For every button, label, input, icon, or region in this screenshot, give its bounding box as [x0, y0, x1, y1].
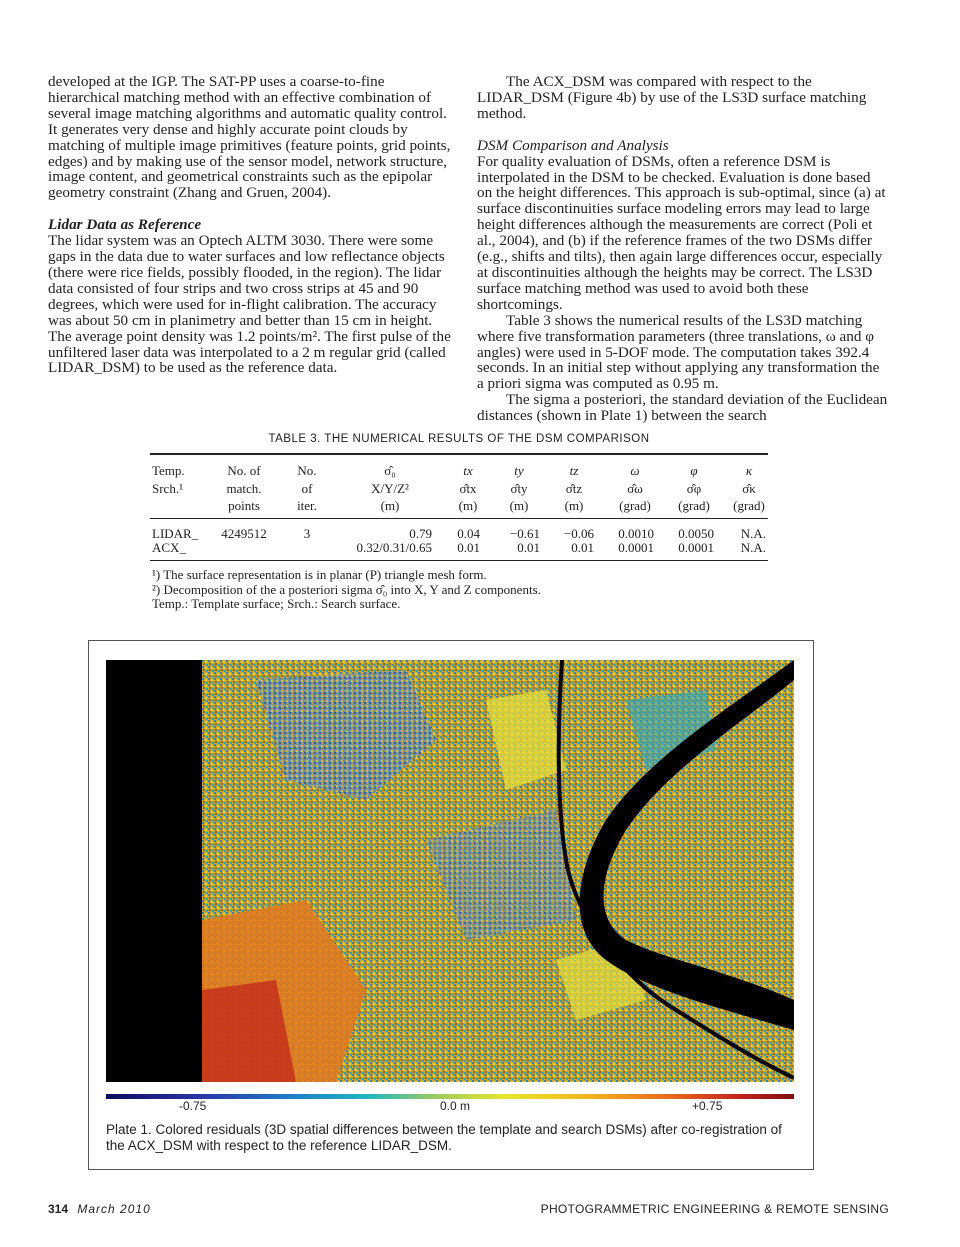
row2-ty: 0.01 [517, 540, 540, 555]
header-of: of [301, 481, 313, 496]
header-srch: Srch.¹ [152, 481, 183, 496]
header-no-of: No. of [227, 463, 261, 478]
right-paragraph-3: Table 3 shows the numerical results of the LS3D matching where five transformation parameters (three translations, ω and φ angles) were used in 5-DOF mode. The computation takes 392.4 seconds. In an initial step without applying any transformation the a priori sigma was computed as 0.95 m. [477, 311, 880, 393]
row1-iter: 3 [303, 526, 311, 541]
header-ty: ty [514, 463, 524, 478]
table-note-2: ²) Decomposition of the a posteriori sigma σ̂₀ into X, Y and Z components. [152, 581, 541, 597]
row1-phi: 0.0050 [678, 526, 714, 541]
plate-caption [106, 1122, 786, 1154]
header-omega: ω [630, 463, 640, 478]
section-heading-lidar: Lidar Data as Reference [48, 216, 202, 234]
header-tx-unit: (m) [458, 498, 478, 513]
header-no: No. [297, 463, 317, 478]
row1-tx: 0.04 [457, 526, 480, 541]
page-number: 314 [48, 1202, 69, 1216]
row2-kappa: N.A. [740, 540, 766, 555]
section-heading-dsm-comparison: DSM Comparison and Analysis [477, 136, 669, 154]
table-caption: TABLE 3. THE NUMERICAL RESULTS OF THE DSM COMPARISON [268, 433, 650, 445]
header-tz: tz [569, 463, 579, 478]
plate-caption-text: Plate 1. Colored residuals (3D spatial differences between the template and search DSMs) after co-registration of the ACX_DSM with respect to the reference LIDAR_DSM. [106, 1122, 782, 1153]
header-xyz: X/Y/Z² [371, 481, 409, 496]
row1-ty: −0.61 [509, 526, 540, 541]
header-sigma-phi: σ̂φ [686, 481, 702, 496]
header-tz-unit: (m) [564, 498, 584, 513]
table-note-1: ¹) The surface representation is in planar (P) triangle mesh form. [152, 567, 487, 582]
header-kappa: κ [745, 463, 753, 478]
footer-left [48, 1202, 151, 1216]
header-temp: Temp. [152, 463, 185, 478]
issue-date: March 2010 [77, 1202, 151, 1216]
row1-tz: −0.06 [563, 526, 594, 541]
header-omega-unit: (grad) [619, 498, 651, 513]
header-kappa-unit: (grad) [733, 498, 765, 513]
header-phi-unit: (grad) [678, 498, 710, 513]
journal-name: PHOTOGRAMMETRIC ENGINEERING & REMOTE SENSING [540, 1202, 889, 1216]
right-column [477, 74, 889, 424]
right-paragraph-4: The sigma a posteriori, the standard deviation of the Euclidean distances (shown in Plate 1) between the search [477, 391, 888, 425]
right-paragraph-1: The ACX_DSM was compared with respect to the LIDAR_DSM (Figure 4b) by use of the LS3D surface matching method. [477, 73, 867, 122]
header-sigma-kappa: σ̂κ [742, 481, 756, 496]
row1-omega: 0.0010 [618, 526, 654, 541]
header-sigma-omega: σ̂ω [627, 481, 643, 496]
row1-points: 4249512 [221, 526, 267, 541]
header-sigma0: σ̂₀ [384, 463, 396, 478]
header-sigma-ty: σ̂ty [510, 481, 528, 496]
table-note-3: Temp.: Template surface; Srch.: Search surface. [152, 596, 401, 611]
left-column [48, 74, 458, 376]
row1-kappa: N.A. [740, 526, 766, 541]
header-phi: φ [690, 463, 698, 478]
row2-tx: 0.01 [457, 540, 480, 555]
results-table [150, 462, 768, 562]
header-tx: tx [463, 463, 473, 478]
left-paragraph-2: The lidar system was an Optech ALTM 3030. There were some gaps in the data due to water surfaces and low reflectance objects (there were rice fields, possibly flooded, in the region). The lidar data consisted of four strips and two cross strips at 45 and 90 degrees, which were used for in-flight calibration. The accuracy was about 50 cm in planimetry and better than 15 cm in height. The average point density was 1.2 points/m². The first pulse of the unfiltered laser data was interpolated to a 2 m regular grid (called LIDAR_DSM) to be used as the reference data. [48, 232, 451, 377]
row1-sigma0: 0.79 [409, 526, 432, 541]
header-match: match. [226, 481, 262, 496]
header-sigma-tz: σ̂tz [565, 481, 583, 496]
row2-omega: 0.0001 [618, 540, 654, 555]
header-points: points [228, 498, 260, 513]
row2-srch: ACX_ [152, 540, 186, 555]
scale-max-label: +0.75 [692, 1099, 723, 1113]
header-iter: iter. [297, 498, 317, 513]
row2-sigma0: 0.32/0.31/0.65 [356, 540, 432, 555]
header-sigma0-unit: (m) [380, 498, 400, 513]
header-sigma-tx: σ̂tx [459, 481, 477, 496]
scale-min-label: -0.75 [179, 1099, 207, 1113]
row2-tz: 0.01 [571, 540, 594, 555]
row1-temp: LIDAR_ [152, 526, 199, 541]
residual-map-image [106, 660, 794, 1082]
table-top-rule [150, 453, 768, 455]
row2-phi: 0.0001 [678, 540, 714, 555]
left-paragraph-1: developed at the IGP. The SAT-PP uses a coarse-to-fine hierarchical matching method with an effective combination of several image matching algorithms and automatic quality control. It generates very dense and highly accurate point clouds by matching of multiple image primitives (feature points, grid points, edges) and by making use of the sensor model, network structure, image content, and geometrical constraints such as the epipolar geometry constraint (Zhang and Gruen, 2004). [48, 73, 451, 202]
scale-mid-label: 0.0 m [440, 1099, 471, 1113]
header-ty-unit: (m) [509, 498, 529, 513]
table-notes [152, 568, 541, 612]
right-paragraph-2: For quality evaluation of DSMs, often a reference DSM is interpolated in the DSM to be checked. Evaluation is done based on the height differences. This approach is sub-optimal, since (a) at surface discontinuities surface modeling errors may lead to large height differences although the measurements are correct (Poli et al., 2004), and (b) if the reference frames of the two DSMs differ (e.g., shifts and tilts), then again large differences occur, especially at discontinuities although the heights may be correct. The LS3D surface matching method was used to avoid both these shortcomings. [477, 152, 886, 313]
